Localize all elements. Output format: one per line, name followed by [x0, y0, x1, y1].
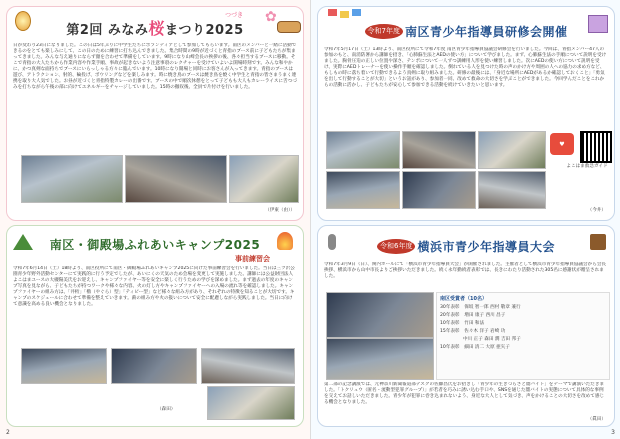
taikai-title [318, 232, 614, 260]
taikai-list-line: 10年表彰 竹田 和法 [440, 321, 485, 326]
camp-section [6, 225, 304, 427]
sakura-title-ruby: つづき [225, 12, 244, 19]
kenshu-body: 令和7年5月17日（土）13時より、南区役所にて令和7年度 南区青少年指導員協議会研修会を行いました。今回は、青指メンバー47人の参加のもと、南消防署から講師を招き、「心肺蘇生法とAEDの使い方」について学びました。まず、心肺蘇生法の手順について説明を受けました。胸骨圧迫の正しい位置や深さ、テンポについて一人ずつ訓練用人形を使い練習しました。次にAEDの使い方について説明を受け、実際にAEDトレーナーを使い操作手順を確認しました。倒れている人を見つけた時の声のかけ方や周囲の人への協力の求め方など、もしもの時に落ち着いて行動できるよう真剣に取り組みました。研修の最後には、「身近な場所にAEDがあるか確認しておくこと」「勇気を出して行動することが大切」というお話があり、参加者一同、改めて救命の大切さを学ぶことができました。今回学んだことをこれからの活動に活かし、子どもたちが安心して参加できる活動を続けていきたいと思います。 [324, 47, 607, 88]
kenshu-badge: 令和7年度 [365, 24, 403, 39]
camp-photo-3 [201, 348, 295, 384]
sakura-title-prefix: 第2回 みなみ [66, 22, 149, 38]
sakura-photo-1 [21, 155, 123, 203]
sakura-title [7, 13, 303, 41]
taikai-award-list [436, 292, 610, 380]
taikai-photo-1 [326, 292, 434, 338]
camp-photo-1 [21, 348, 107, 384]
kenshu-photo-1 [326, 131, 400, 169]
kenshu-photo-4 [326, 171, 400, 209]
kenshu-photo-5 [402, 171, 476, 209]
taikai-list-line: 30年表彰 保坂 智一郎 西村 敬章 兼行 [440, 305, 521, 310]
taikai-list-title: 南区受賞者（10名） [440, 296, 487, 302]
kenshu-photo-3 [478, 131, 546, 169]
camp-title-text: 南区・御殿場ふれあいキャンプ2025 [49, 237, 261, 252]
aed-caption: よこはま救急ガイド [566, 164, 608, 169]
taikai-list-line: 15年表彰 佐々木 洋子 岩崎 功 [440, 329, 506, 334]
bunting-flag-icon [352, 9, 361, 16]
taikai-credit: （眞田） [587, 417, 606, 422]
taikai-list-line: 10年表彰 細田 清二 大原 亜矢子 [440, 345, 510, 350]
taikai-body-2: 第二部の記念講演では、元神奈川新聞報道部デスクの佐藤昌氏をお招きし「青少年の生きづらさと闇バイト」をテーマで講演いただきました。「トクリュウ（匿名・流動型犯罪グループ）」が若者を巧みに誘い込む手口や、SNSを通じた闇バイトの実態について具体的な事例を交えてお話しいただきました。青少年が犯罪に巻き込まれないよう、身近な大人として気づき、声をかけることの大切さを改めて感じる機会となりました。 [324, 382, 605, 405]
camp-subtitle: 事前練習会 [235, 255, 270, 263]
bunting-flag-icon [328, 9, 337, 16]
camp-body: 令和7年6月14日（土）18時より、南区役所にて南区・御殿場ふれあいキャンプ2025に向けた事前練習会を行いました。当日は三ツ沢公園青少年野外活動センターにて実践的に行う予定でしたが、あいにくの天気のため会場を変更して実施しました。講師には公益財団法人よこはまユースの大槻陽美氏をお迎えし、キャンプファイヤー等を安全に楽しく行うための学びを深めました。まず過去の年度のキャンプ写真を見ながら、子どもたちが持つワークや様々な内容、火の灯し方やキャンプファイヤーへの入場の流れ等を確認しました。キャンプファイヤーの組み方は、「井桁」「櫓（やぐら）型」「ティピー型」など様々な組み方があり、それぞれの特徴を知ることが大切です。キャンプのスケジュールに合わせて準備を整えていきます。薪の組み方や火の扱いについて安全に配慮しながら実践しました。当日に向けて意識を高める良い機会となりました。 [13, 266, 295, 307]
camp-photo-2 [111, 348, 197, 384]
taikai-body: 令和7年3月9日（日）、関内ホールにて「横浜市青少年指導員大会」が開催されました。主催者として横浜市青少年指導員協議会から会長挨拶、横浜市から山中市長よりご挨拶いただきました。続く永年勤続者表彰では、長きにわたり活動された305名に感謝状が贈呈されました。 [324, 262, 607, 279]
aed-icon: ♥ [550, 133, 574, 155]
taikai-photo-2 [326, 338, 434, 380]
kenshu-photo-2 [402, 131, 476, 169]
taikai-list-line: 20年表彰 増田 康子 西川 昌子 [440, 313, 506, 318]
sakura-flower-icon: ✿ [265, 9, 277, 25]
sakura-title-highlight: 桜 [148, 18, 165, 38]
kenshu-title [318, 17, 614, 45]
sakura-section [6, 6, 304, 221]
left-page-number: 2 [6, 429, 10, 436]
sakura-credit: （伊東（由）） [265, 208, 295, 213]
taikai-title-text: 横浜市青少年指導員大会 [417, 239, 555, 254]
right-page [310, 0, 620, 439]
kenshu-section [317, 6, 615, 221]
sakura-photo-2 [125, 155, 227, 203]
qr-code-icon [580, 131, 612, 163]
kenshu-credit: （今井） [587, 208, 606, 213]
sakura-body: 日が変わり23日になりました。この日は5年ぶりに中学生たちにボランティアとして参加してもらいます。南区のメンバーと一緒に活動できるのをとても楽しみにして、この日のために練習に打ち込んできました。集合時間の9時が近づくと青指のブース前に子どもたちが集まってきました。みんな与え通りにならず顔を合わせて準備をしています。9時になり山崎会長の挨拶の後、各々担当するブースに移動。そこで青指の大人たちから作業内容や作業手順、事故が起きないよう注意事項のレクチャーを受けていよいよ開場時刻です。みんな和やかに、かつ真剣な面持ちでブースにいらっしゃる方々に臨んでいます。10時になり開場と同時にお客さんが入ってきます。青指のブースは遊び、アトラクション、射的、輪投げ、ボウリングなどを楽しみます。時に焼き鳥のブースは焼き鳥を焼く中学生と青指の皆さまうまく連携を取り大人気でした。お昼が近づくと青指特製カレーの出番です。ブースの中で順次休憩をとって子どもも大人もカレーライスに舌つづみを打ちながら午後の部に向けてエネルギーをチャージしていました。15時の撤収後、全員で片付けを行いました。 [13, 43, 297, 90]
right-page-number: 3 [611, 429, 615, 436]
taikai-badge: 令和6年度 [377, 239, 415, 254]
kenshu-photo-6 [478, 171, 546, 209]
taikai-list-line: 中川 正子 森田 潤 吉田 邦子 [440, 337, 521, 342]
camp-photo-4 [207, 386, 295, 420]
kenshu-title-text: 南区青少年指導員研修会開催 [404, 24, 568, 39]
sakura-title-suffix: まつり2025 [164, 22, 244, 38]
sakura-photo-3 [229, 155, 299, 203]
taikai-section [317, 225, 615, 427]
camp-credit: （森田） [157, 407, 176, 412]
